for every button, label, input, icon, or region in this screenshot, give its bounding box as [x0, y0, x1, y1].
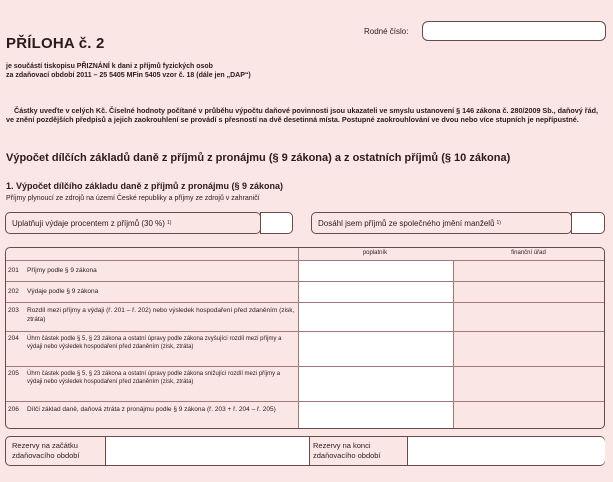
option-percent-expenses	[5, 212, 261, 234]
reserves-start-line-2: zdaňovacího období	[12, 451, 80, 460]
input-poplatnik-206[interactable]	[298, 402, 453, 429]
option-percent-checkbox[interactable]	[260, 212, 293, 234]
col-header-poplatnik: poplatník	[362, 250, 388, 256]
footnote-2: 1)	[496, 220, 501, 226]
option-percent-label: Uplatňuji výdaje procentem z příjmů (30 %)	[12, 218, 165, 228]
cell-urad-206	[453, 402, 605, 429]
calc-table	[5, 247, 605, 429]
section-heading: Výpočet dílčích základů daně z příjmů z pronájmu (§ 9 zákona) a z ostatních příjmů (§ 10 zákona)	[6, 152, 511, 164]
intro-line-2: za zdaňovací období 2011 – 25 5405 MFin 5405 vzor č. 18 (dále jen „DAP“)	[6, 72, 251, 79]
input-poplatnik-201[interactable]	[298, 261, 453, 281]
reserves-end-label	[313, 441, 381, 461]
intro-line-1: je součástí tiskopisu PŘIZNÁNÍ k dani z příjmů fyzických osob	[6, 63, 213, 70]
row-number: 204	[8, 335, 19, 342]
row-label: Dílčí základ daně, daňová ztráta z pronájmu podle § 9 zákona (ř. 203 + ř. 204 – ř. 205)	[27, 406, 276, 413]
row-label: Výdaje podle § 9 zákona	[27, 288, 99, 295]
row-label: Rozdíl mezi příjmy a výdaji (ř. 201 – ř. 202) nebo výsledek hospodaření před zdaněním (zisk, ztráta)	[27, 307, 295, 323]
input-poplatnik-205[interactable]	[298, 367, 453, 401]
option-sjm-checkbox[interactable]	[571, 212, 605, 234]
instructions-note: Částky uveďte v celých Kč. Číselné hodnoty počítané v průběhu výpočtu daňové povinnosti jsou ukazateli ve smyslu ustanovení § 146 zákona č. 280/2009 Sb., daňový řád, ve znění pozdějších předpisů a jejich zaokrouhlení se provádí s přesností na dvě desetinná místa. Postupné zaokrouhlování ve dvou nebo více stupních je nepřípustné.	[6, 106, 598, 124]
table-row	[6, 302, 604, 331]
header-divider	[298, 248, 299, 260]
cell-urad-203	[453, 303, 605, 331]
cell-urad-201	[453, 261, 605, 281]
input-poplatnik-204[interactable]	[298, 332, 453, 366]
page-title: PŘÍLOHA č. 2	[6, 35, 105, 52]
row-number: 205	[8, 370, 19, 377]
row-number: 203	[8, 307, 19, 314]
input-poplatnik-203[interactable]	[298, 303, 453, 331]
reserves-end-input[interactable]	[407, 437, 605, 465]
table-row	[6, 260, 604, 281]
table-row	[6, 366, 604, 401]
cell-urad-205	[453, 367, 605, 401]
reserves-row	[5, 436, 605, 466]
table-row	[6, 331, 604, 366]
option-sjm-label: Dosáhl jsem příjmů ze společného jmění manželů	[318, 218, 495, 228]
col-header-urad: finanční úřad	[511, 250, 546, 256]
row-number: 202	[8, 288, 19, 295]
subsection-heading: 1. Výpočet dílčího základu daně z příjmů z pronájmu (§ 9 zákona)	[6, 181, 284, 191]
row-label: Úhrn částek podle § 5, § 23 zákona a ostatní úpravy podle zákona snižující rozdíl mezi příjmy a výdaji nebo výsledek hospodaření před zdaněním (zisk, ztráta)	[27, 371, 281, 385]
rodne-cislo-input[interactable]	[422, 21, 606, 41]
reserves-start-input[interactable]	[105, 437, 310, 465]
reserves-end-line-2: zdaňovacího období	[313, 451, 381, 460]
row-label: Příjmy podle § 9 zákona	[27, 267, 97, 274]
footnote-1: 1)	[166, 220, 172, 226]
reserves-start-line-1: Rezervy na začátku	[12, 441, 78, 450]
table-row	[6, 401, 604, 429]
input-poplatnik-202[interactable]	[298, 282, 453, 302]
reserves-end-line-1: Rezervy na konci	[313, 441, 371, 450]
row-number: 201	[8, 267, 19, 274]
cell-urad-204	[453, 332, 605, 366]
rodne-cislo-label: Rodné číslo:	[364, 27, 409, 36]
option-sjm	[311, 212, 572, 234]
row-number: 206	[8, 406, 19, 413]
reserves-start-label	[12, 441, 80, 461]
subsection-text: Příjmy plynoucí ze zdrojů na území České republiky a příjmy ze zdrojů v zahraničí	[6, 195, 260, 202]
row-label: Úhrn částek podle § 5, § 23 zákona a ostatní úpravy podle zákona zvyšující rozdíl mezi příjmy a výdaji nebo výsledek hospodaření před zdaněním (zisk, ztráta)	[27, 336, 282, 350]
table-row	[6, 281, 604, 302]
intro-text	[6, 62, 406, 80]
cell-urad-202	[453, 282, 605, 302]
